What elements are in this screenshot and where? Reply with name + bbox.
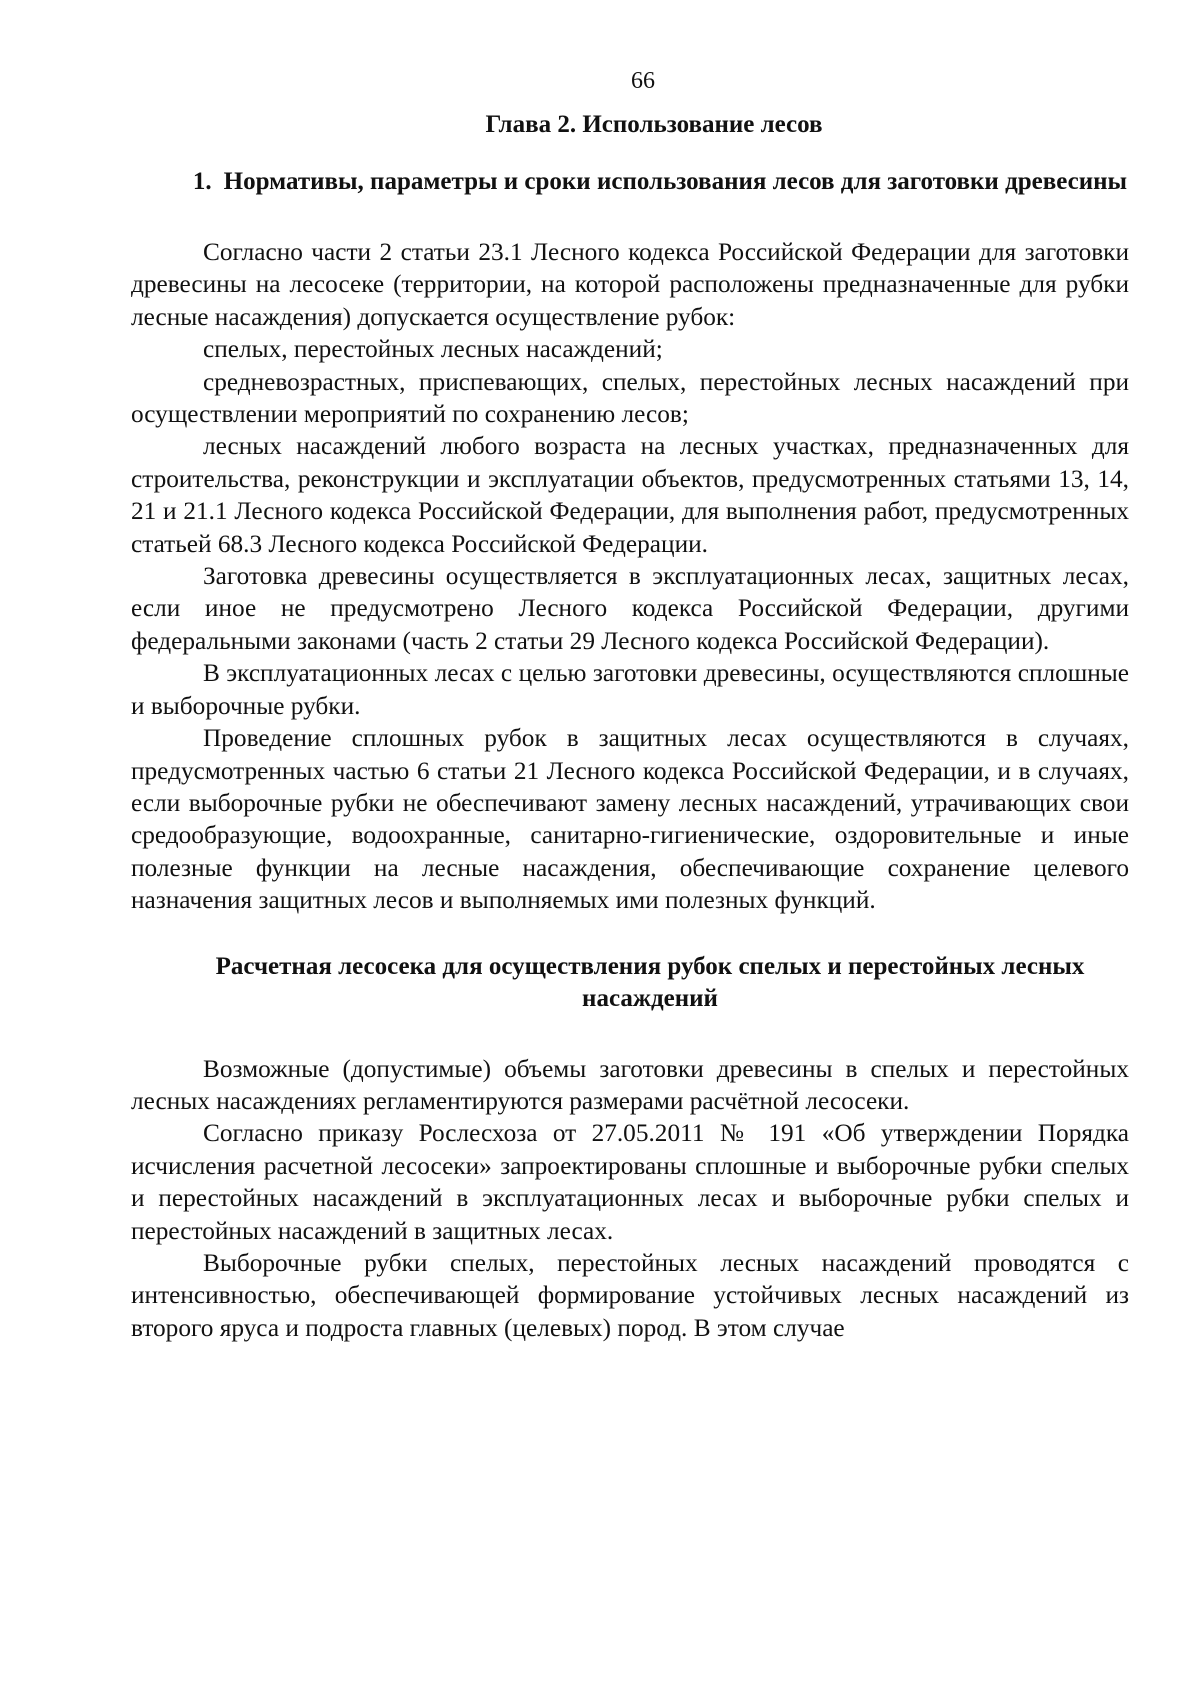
paragraph: В эксплуатационных лесах с целью заготовки древесины, осуществляются сплошные и выборочные рубки. — [131, 659, 1129, 720]
section-number: 1. — [192, 168, 212, 195]
list-item: средневозрастных, приспевающих, спелых, перестойных лесных насаждений при осуществлении мероприятий по сохранению лесов; — [131, 367, 1129, 429]
paragraph: Проведение сплошных рубок в защитных лесах осуществляются в случаях, предусмотренных частью 6 статьи 21 Лесного кодекса Российской Федерации, и в случаях, если выборочные рубки не обеспечивают замену лесных насаждений, утрачивающих свои средообразующие, водоохранные, санитарно-гигиенические, оздоровительные и иные полезные функции на лесные насаждения, обеспечивающие сохранение целевого назначения защитных лесов и выполняемых ими полезных функций. — [131, 724, 1129, 915]
subsection-title: Расчетная лесосека для осуществления рубок спелых и перестойных лесных насаждений — [215, 952, 1085, 1012]
page-content — [131, 66, 1129, 1344]
chapter-title: Глава 2. Использование лесов — [485, 111, 823, 138]
paragraph: Возможные (допустимые) объемы заготовки древесины в спелых и перестойных лесных насаждениях регламентируются размерами расчётной лесосеки. — [131, 1054, 1129, 1115]
paragraph: Согласно приказу Рослесхоза от 27.05.2011 № 191 «Об утверждении Порядка исчисления расчетной лесосеки» запроектированы сплошные и выборочные рубки спелых и перестойных насаждений в эксплуатационных лесах и выборочные рубки спелых и перестойных насаждений в защитных лесах. — [131, 1119, 1129, 1245]
section-title-text: Нормативы, параметры и сроки использования лесов для заготовки древесины — [223, 168, 1128, 195]
section-title — [131, 166, 1129, 198]
paragraph: Выборочные рубки спелых, перестойных лесных насаждений проводятся с интенсивностью, обеспечивающей формирование устойчивых лесных насаждений из второго яруса и подроста главных (целевых) пород. В этом случае — [131, 1248, 1129, 1342]
list-item: лесных насаждений любого возраста на лесных участках, предназначенных для строительства, реконструкции и эксплуатации объектов, предусмотренных статьями 13, 14, 21 и 21.1 Лесного кодекса Российской Федерации, для выполнения работ, предусмотренных статьей 68.3 Лесного кодекса Российской Федерации. — [131, 432, 1129, 558]
list-item: спелых, перестойных лесных насаждений; — [203, 335, 663, 364]
paragraph: Заготовка древесины осуществляется в эксплуатационных лесах, защитных лесах, если иное не предусмотрено Лесного кодекса Российской Федерации, другими федеральными законами (часть 2 статьи 29 Лесного кодекса Российской Федерации). — [131, 562, 1129, 655]
page-number: 66 — [631, 68, 655, 94]
paragraph: Согласно части 2 статьи 23.1 Лесного кодекса Российской Федерации для заготовки древесины на лесосеке (территории, на которой расположены предназначенные для рубки лесные насаждения) допускается осуществление рубок: — [131, 238, 1129, 331]
